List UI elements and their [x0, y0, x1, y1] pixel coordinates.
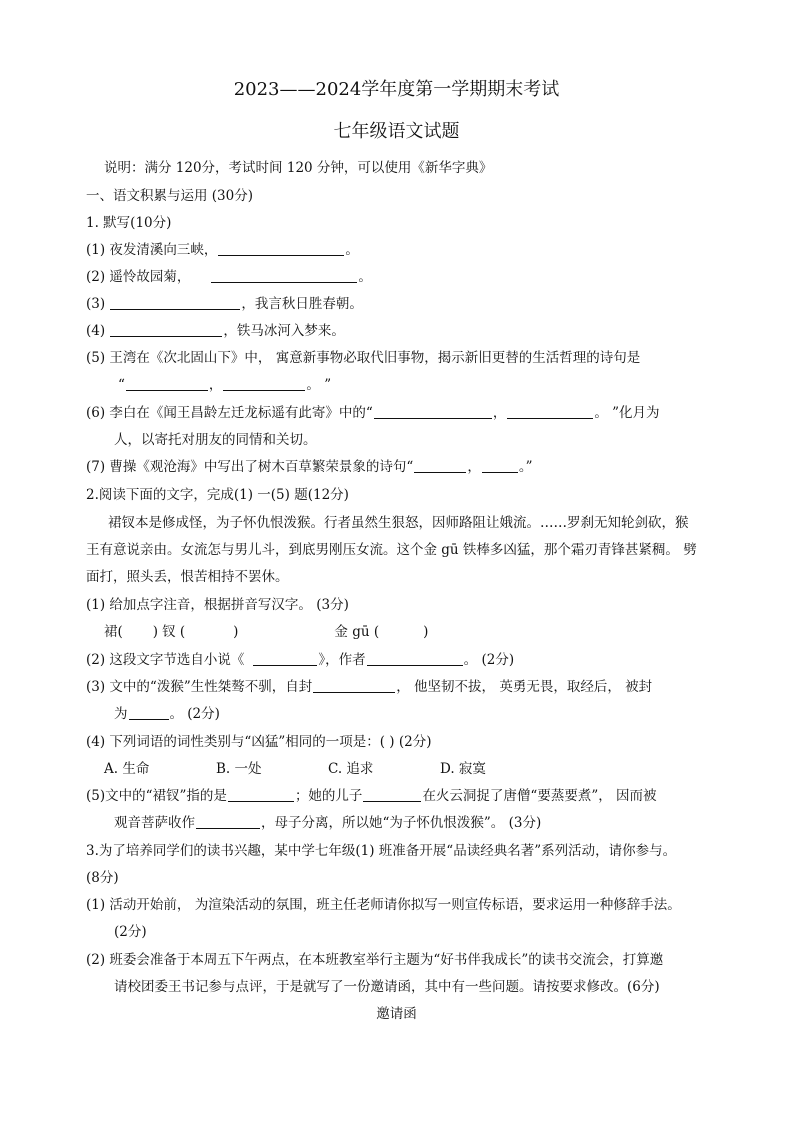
q2-sub-1-blanks: 裙( ) 钗 ( ) 金 gū ( )	[104, 624, 429, 640]
option-b[interactable]: B. 一处	[216, 761, 262, 777]
answer-blank[interactable]	[110, 321, 222, 337]
q1-item-3: (3) ，我言秋日胜春朝。	[86, 296, 363, 312]
answer-blank[interactable]	[414, 457, 466, 473]
answer-blank[interactable]	[253, 650, 317, 666]
q2-sub-4-options	[104, 759, 552, 779]
answer-blank[interactable]	[228, 786, 294, 802]
exam-instructions: 说明：满分 120分，考试时间 120 分钟，可以使用《新华字典》	[104, 160, 493, 176]
q1-item-6-line2: 人，以寄托对朋友的同情和关切。	[114, 432, 317, 448]
exam-subtitle: 七年级语文试题	[333, 121, 460, 142]
q1-item-2: (2) 遥怜故园菊， 。	[86, 269, 372, 285]
section-heading: 一、语文积累与运用 (30分)	[86, 188, 254, 204]
answer-blank[interactable]	[218, 240, 344, 256]
q3-sub-2-line2: 请校团委王书记参与点评，于是就写了一份邀请函，其中有一些问题。请按要求修改。(6分)	[114, 979, 660, 995]
q2-sub-1: (1) 给加点字注音，根据拼音写汉字。 (3分)	[86, 597, 349, 613]
answer-blank[interactable]	[374, 403, 492, 419]
q2-sub-3-line2: 为 。 (2分)	[114, 706, 220, 722]
q1-item-5-line2: “ ， 。 ”	[118, 377, 332, 393]
q2-sub-5-line2: 观音菩萨收作 ，母子分离，所以她“为子怀仇恨泼猴”。 (3分)	[114, 815, 542, 831]
passage-line: 王有意说亲由。女流怎与男儿斗，到底男刚压女流。这个金 gū 铁棒多凶猛，那个霜刃青锋甚紧稠。 劈	[86, 542, 697, 558]
q1-item-1: (1) 夜发清溪向三峡， 。	[86, 242, 359, 258]
answer-blank[interactable]	[313, 677, 395, 693]
answer-blank[interactable]	[363, 786, 421, 802]
question-3-heading: 3.为了培养同学们的读书兴趣，某中学七年级(1) 班准备开展“品读经典名著”系列活动，请你参与。	[86, 843, 677, 859]
answer-blank[interactable]	[223, 375, 305, 391]
q3-sub-2: (2) 班委会准备于本周五下午两点，在本班教室举行主题为“好书伴我成长”的读书交流会，打算邀	[86, 952, 664, 968]
answer-blank[interactable]	[211, 267, 357, 283]
answer-blank[interactable]	[110, 294, 240, 310]
option-c[interactable]: C. 追求	[328, 761, 374, 777]
q2-sub-4: (4) 下列词语的词性类别与“凶猛”相同的一项是：( ) (2分)	[86, 734, 432, 750]
question-2-heading: 2.阅读下面的文字，完成(1) 一(5) 题(12分)	[86, 487, 349, 503]
q1-item-5: (5) 王湾在《次北固山下》中， 寓意新事物必取代旧事物，揭示新旧更替的生活哲理的诗句是	[86, 350, 641, 366]
option-d[interactable]: D. 寂寞	[440, 761, 486, 777]
question-1-heading: 1. 默写(10分)	[86, 215, 172, 231]
passage-line: 裙钗本是修成怪，为子怀仇恨泼猴。行者虽然生狠怒，因师路阻让娥流。……罗刹无知轮剑砍，猴	[108, 515, 689, 531]
exam-title: 2023——2024学年度第一学期期末考试	[233, 79, 560, 100]
answer-blank[interactable]	[129, 704, 169, 720]
answer-blank[interactable]	[482, 457, 518, 473]
passage-line: 面打，照头丢，恨苦相持不罢休。	[86, 569, 289, 585]
q2-sub-3: (3) 文中的“泼猴”生性桀骜不驯，自封 ， 他坚韧不拔， 英勇无畏，取经后， 被封	[86, 679, 653, 695]
q1-item-4: (4) ，铁马冰河入梦来。	[86, 323, 345, 339]
answer-blank[interactable]	[196, 813, 260, 829]
answer-blank[interactable]	[507, 403, 593, 419]
q3-sub-1-line2: (2分)	[114, 924, 147, 940]
q1-item-6: (6) 李白在《闻王昌龄左迁龙标遥有此寄》中的“ ， 。 ”化月为	[86, 405, 660, 421]
q2-sub-5: (5)文中的“裙钗”指的是 ；她的儿子 在火云洞捉了唐僧“要蒸要煮”， 因而被	[86, 788, 657, 804]
invitation-title: 邀请函	[376, 1006, 417, 1022]
q3-sub-1: (1) 活动开始前， 为渲染活动的氛围，班主任老师请你拟写一则宣传标语，要求运用一种修辞手法。	[86, 897, 681, 913]
q2-sub-2: (2) 这段文字节选自小说《 》，作者 。 (2分)	[86, 652, 515, 668]
question-3-heading-line2: (8分)	[86, 870, 119, 886]
option-a[interactable]: A. 生命	[104, 761, 150, 777]
q1-item-7: (7) 曹操《观沧海》中写出了树木百草繁荣景象的诗句“ ， 。”	[86, 459, 533, 475]
answer-blank[interactable]	[367, 650, 463, 666]
answer-blank[interactable]	[126, 375, 208, 391]
